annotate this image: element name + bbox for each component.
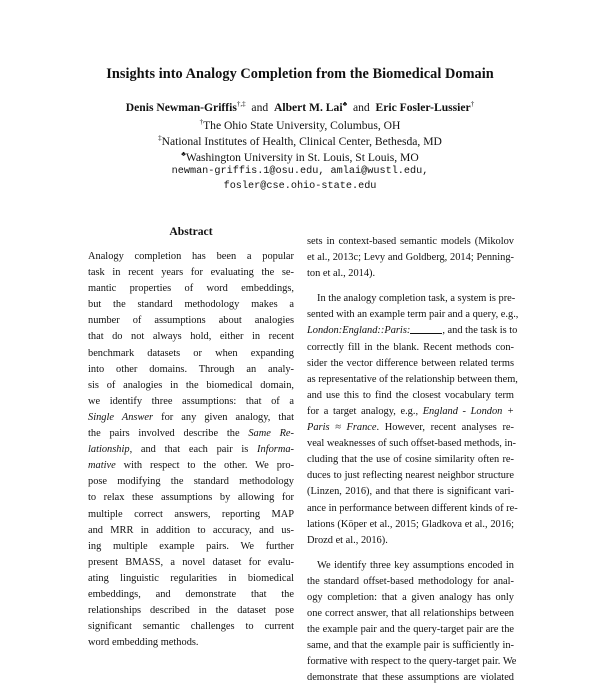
text-fragment: for any given analogy, that bbox=[153, 411, 294, 423]
text-line: to relax these assumptions by allowing for bbox=[88, 492, 294, 504]
text-line: In the analogy completion task, a system is pre- bbox=[317, 293, 516, 305]
abstract-body bbox=[88, 249, 294, 651]
text-line: as representative of the relationship between them, bbox=[307, 373, 518, 385]
affiliation-mark: ♣ bbox=[181, 150, 186, 158]
text-line bbox=[88, 442, 294, 458]
text-line bbox=[88, 458, 294, 474]
author-name: Albert M. Lai bbox=[273, 101, 343, 114]
fill-in-blank bbox=[410, 324, 442, 334]
text-line: same, and that the example pair is sufficiently in- bbox=[307, 640, 514, 652]
text-line: sis of analogies in the biomedical domain, bbox=[88, 379, 294, 391]
paper-title: Insights into Analogy Completion from the Biomedical Domain bbox=[106, 66, 494, 82]
text-line: ance in performance between different kinds of re- bbox=[307, 502, 518, 514]
italic-term: mative bbox=[88, 460, 116, 472]
text-line: mantic properties of word embeddings, bbox=[88, 283, 294, 295]
text-line: benchmark datasets or when expanding bbox=[88, 347, 294, 359]
author-marks: † bbox=[470, 100, 475, 108]
affiliation bbox=[40, 118, 560, 132]
text-line: number of assumptions about analogies bbox=[88, 315, 294, 327]
text-line: et al., 2013c; Levy and Goldberg, 2014; Penning- bbox=[307, 252, 514, 264]
text-fragment: with respect to the other. We pro- bbox=[115, 460, 294, 472]
text-line: demonstrate that these assumptions are violated bbox=[307, 672, 514, 684]
text-fragment: . However, recent analyses re- bbox=[376, 422, 514, 434]
text-line: formative with respect to the query-target pair. We bbox=[307, 656, 517, 668]
text-line: one correct answer, that all relationships between bbox=[307, 608, 514, 620]
italic-term: Paris ≈ France bbox=[307, 422, 377, 434]
text-line: Drozd et al., 2016). bbox=[307, 534, 388, 546]
text-line: (Linzen, 2016), and that there is significant vari- bbox=[307, 486, 514, 498]
and-word: and bbox=[251, 101, 269, 114]
affiliation-mark: † bbox=[199, 118, 204, 126]
affiliation bbox=[40, 134, 560, 148]
text-line bbox=[88, 410, 294, 426]
abstract-heading: Abstract bbox=[169, 225, 213, 238]
italic-term: Informa- bbox=[257, 444, 294, 456]
author-marks: †,‡ bbox=[236, 100, 246, 108]
text-line: and MRR in addition to accuracy, and us- bbox=[88, 524, 294, 536]
text-fragment: the pairs involved describe the bbox=[88, 428, 249, 440]
text-line: we identify three assumptions: that of a bbox=[88, 395, 294, 407]
text-line: ing multiple example pairs. We further bbox=[88, 540, 294, 552]
italic-term: England - London + bbox=[422, 405, 514, 417]
author-list bbox=[40, 100, 560, 114]
email-line: newman-griffis.1@osu.edu, amlai@wustl.edu, bbox=[171, 166, 429, 177]
text-line: ton et al., 2014). bbox=[307, 268, 376, 280]
text-line: the standard offset-based methodology for anal- bbox=[307, 575, 514, 587]
text-line: but the standard methodology makes a bbox=[88, 299, 294, 311]
email-line: fosler@cse.ohio-state.edu bbox=[223, 181, 377, 192]
text-line: veal weaknesses of such offset-based methods, in- bbox=[307, 438, 517, 450]
text-line: the example pair and the query-target pair are the bbox=[307, 624, 514, 636]
text-line: correctly fill in the blank. Recent methods con- bbox=[307, 341, 514, 353]
text-line: duces to just reflecting nearest neighbor structure bbox=[307, 470, 514, 482]
affiliation-text: Washington University in St. Louis, St Louis, MO bbox=[185, 151, 419, 164]
italic-term: London:England::Paris: bbox=[307, 325, 411, 337]
italic-term: lationship bbox=[88, 444, 130, 456]
text-line: task in recent years for evaluating the se- bbox=[88, 267, 294, 279]
author-marks: ♣ bbox=[342, 100, 348, 108]
text-line: relationships described in the dataset pose bbox=[88, 605, 294, 617]
text-line: pose modifying the standard methodology bbox=[88, 476, 294, 488]
italic-term: Single Answer bbox=[88, 411, 154, 423]
text-fragment: for a target analogy, e.g., bbox=[307, 405, 423, 417]
text-line: significant semantic challenges to current bbox=[88, 621, 294, 633]
text-fragment: , and that each pair is bbox=[129, 444, 258, 456]
italic-term: Same Re- bbox=[248, 428, 294, 440]
text-line bbox=[307, 404, 514, 420]
affiliation-mark: ‡ bbox=[158, 134, 162, 142]
text-line: ogy completion: that a given analogy has only bbox=[307, 591, 514, 603]
and-word: and bbox=[352, 101, 370, 114]
text-line: lations (Köper et al., 2015; Gladkova et al., 2016; bbox=[307, 518, 514, 530]
text-fragment: , and the task is to bbox=[442, 325, 518, 337]
text-line: sented with an example term pair and a query, e.g., bbox=[307, 309, 519, 321]
affiliation-text: The Ohio State University, Columbus, OH bbox=[203, 119, 401, 132]
text-line: ating linguistic regularities in biomedical bbox=[88, 572, 294, 584]
text-line bbox=[88, 426, 294, 442]
text-line bbox=[307, 323, 518, 339]
text-line bbox=[307, 420, 514, 436]
text-line: multiple correct answers, reporting MAP bbox=[88, 508, 294, 520]
text-line: and use this to find the closest vocabulary term bbox=[307, 389, 514, 401]
author-name: Eric Fosler-Lussier bbox=[375, 101, 471, 114]
text-line: sets in context-based semantic models (Mikolov bbox=[307, 236, 514, 247]
text-line: Analogy completion has been a popular bbox=[88, 251, 294, 262]
text-line: We identify three key assumptions encoded in bbox=[317, 559, 514, 571]
text-line: cluding that the use of cosine similarity often re- bbox=[307, 454, 514, 466]
text-line: into other domains. Through an analy- bbox=[88, 363, 294, 375]
affiliation-text: National Institutes of Health, Clinical Center, Bethesda, MD bbox=[161, 135, 442, 148]
intro-body bbox=[307, 234, 519, 687]
affiliation bbox=[40, 150, 560, 164]
text-line: word embedding methods. bbox=[88, 637, 199, 649]
text-line: embeddings, and demonstrate that the bbox=[88, 588, 294, 600]
text-line: sider the vector difference between related terms bbox=[307, 357, 514, 369]
text-line: that do not always hold, either in recent bbox=[88, 331, 294, 343]
author-name: Denis Newman-Griffis bbox=[125, 101, 237, 114]
text-line: present BMASS, a novel dataset for evalu- bbox=[88, 556, 294, 568]
